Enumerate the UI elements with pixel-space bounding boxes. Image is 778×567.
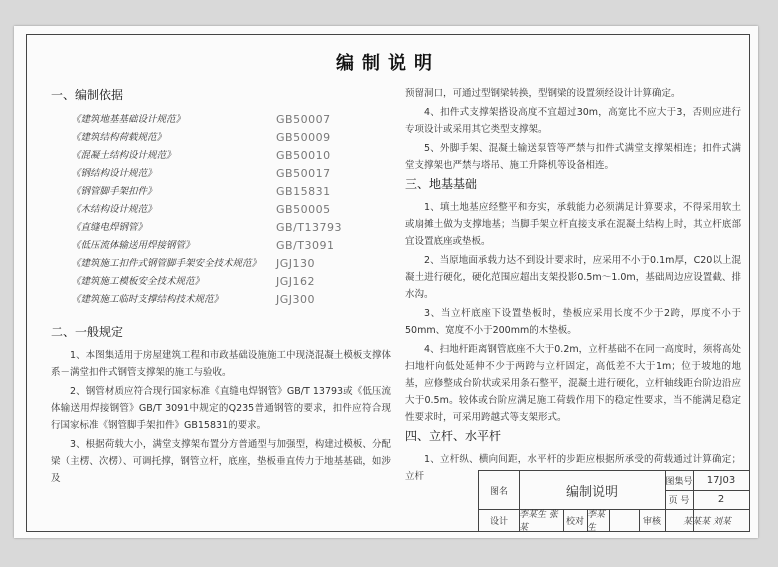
label-review: 审核 — [642, 516, 661, 527]
page-title: 编制说明 — [336, 53, 440, 74]
label-check: 校对 — [565, 516, 584, 527]
standard-item: 《木结构设计规范》 GB50005 — [71, 202, 331, 216]
standard-item: 《建筑结构荷载规范》 GB50009 — [71, 130, 331, 144]
paragraph: 1、填土地基应经整平和夯实，承载能力必须满足计算要求，不得采用软土或扇摊土做为支撑地基；当脚手架立杆直接支承在混凝土结构上时，其立杆底部宜设置底座或垫板。 — [405, 202, 741, 247]
paragraph: 预留洞口，可通过型钢梁转换，型钢梁的设置须经设计计算确定。 — [405, 88, 681, 99]
designer-signature: 李某生 张某 — [519, 510, 558, 533]
section-heading-basis: 一、编制依据 — [51, 88, 124, 102]
label-atlas-no: 图集号 — [665, 477, 693, 487]
label-page-no: 页 号 — [668, 496, 690, 506]
section-heading-general: 二、一般规定 — [51, 325, 124, 339]
page-number: 2 — [717, 494, 725, 505]
paragraph: 1、立杆纵、横向间距，水平杆的步距应根据所承受的荷载通过计算确定；立杆 — [405, 454, 741, 482]
paragraph: 3、根据荷载大小，满堂支撑架布置分方普通型与加强型，构建过模板、分配梁（主楞、次楞）、可调托撑，钢管立杆，底座，垫板垂直传力于地基基础，如涉及 — [51, 439, 391, 484]
label-design: 设计 — [489, 516, 508, 527]
section-heading-poles: 四、立杆、水平杆 — [405, 429, 502, 443]
standards-list — [51, 110, 391, 308]
standard-item: 《建筑施工模板安全技术规范》 JGJ162 — [71, 274, 316, 288]
right-column — [405, 85, 741, 487]
checker-signature: 李某生 — [587, 510, 606, 533]
standard-item: 《低压流体输送用焊接钢管》 GB/T3091 — [71, 238, 335, 252]
drawing-sheet — [14, 26, 758, 538]
paragraph: 4、扣件式支撑架搭设高度不宜超过30m，高宽比不应大于3，否则应进行专项设计或采用其它类型支撑架。 — [405, 107, 741, 135]
paragraph: 4、扫地杆距离钢管底座不大于0.2m，立杆基础不在同一高度时，须将高处扫地杆向低处延伸不少于两跨与立杆固定，高低差不大于1m；位于坡地的地基，应修整成台阶状或采用条石整平，混凝土进行硬化，立杆轴线距台阶边沿应大于0.5m。较体或台阶应满足施工荷载作用下的稳定性要求，当不能满足稳定性要求时，可采用跨越式等支架形式。 — [405, 344, 741, 423]
standard-item: 《钢结构设计规范》 GB50017 — [71, 166, 331, 180]
drawing-name: 编制说明 — [565, 484, 618, 500]
title-block — [478, 470, 749, 531]
atlas-number: 17J03 — [706, 475, 736, 486]
reviewer-signature: 某某某 刘某 — [683, 516, 731, 527]
paragraph: 2、钢管材质应符合现行国家标准《直缝电焊钢管》GB/T 13793或《低压流体输送用焊接钢管》GB/T 3091中规定的Q235普通钢管的要求，扣件应符合现行国家标准《钢管脚手架扣件》GB15831的要求。 — [51, 386, 391, 431]
standard-item: 《直缝电焊钢管》 GB/T13793 — [71, 220, 342, 234]
standard-item: 《建筑地基基础设计规范》 GB50007 — [71, 112, 331, 126]
paragraph: 1、本图集适用于房屋建筑工程和市政基础设施施工中现浇混凝土模板支撑体系－满堂扣件式钢管支撑架的施工与验收。 — [51, 350, 391, 378]
standard-item: 《钢管脚手架扣件》 GB15831 — [71, 184, 331, 198]
left-column — [51, 85, 391, 489]
drawing-frame — [26, 34, 750, 532]
paragraph: 2、当原地面承载力达不到设计要求时，应采用不小于0.1m厚，C20以上混凝土进行硬化，硬化范围应超出支架投影0.5m～1.0m，基础周边应设置截、排水沟。 — [405, 255, 741, 300]
label-drawing-name: 图名 — [489, 486, 508, 497]
section-heading-foundation: 三、地基基础 — [405, 177, 478, 191]
standard-item: 《建筑施工扣件式钢管脚手架安全技术规范》 JGJ130 — [71, 256, 316, 270]
standard-item: 《建筑施工临时支撑结构技术规范》 JGJ300 — [71, 292, 316, 306]
paragraph: 5、外脚手架、混凝土输送泵管等严禁与扣件式满堂支撑架相连；扣件式满堂支撑架也严禁与塔吊、施工升降机等设备相连。 — [405, 143, 741, 171]
paragraph: 3、当立杆底座下设置垫板时，垫板应采用长度不少于2跨，厚度不小于50mm、宽度不小于200mm的木垫板。 — [405, 308, 741, 336]
standard-item: 《混凝土结构设计规范》 GB50010 — [71, 148, 331, 162]
